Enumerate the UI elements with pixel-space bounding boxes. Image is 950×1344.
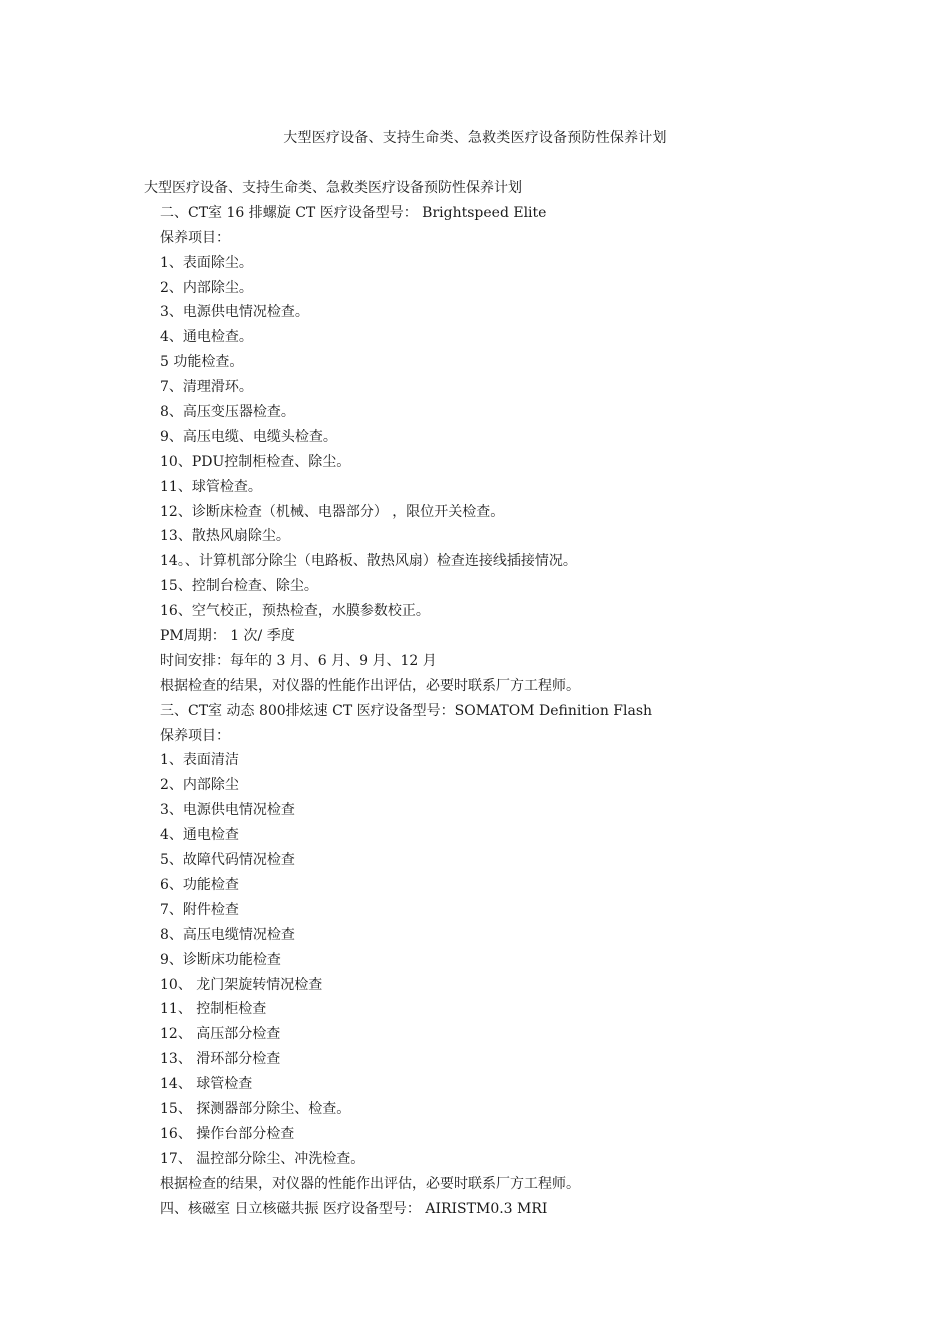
list-item: 1、表面除尘。 — [160, 254, 253, 271]
list-item: 5 功能检查。 — [160, 354, 244, 371]
list-item: 16、 操作台部分检查 — [160, 1125, 295, 1142]
section-heading-mri: 四、核磁室 日立核磁共振 医疗设备型号： AIRISTM0.3 MRI — [160, 1200, 548, 1217]
list-item: 2、内部除尘。 — [160, 279, 253, 296]
text-line: PM周期： 1 次/ 季度 — [160, 628, 295, 645]
text-line: 根据检查的结果，对仪器的性能作出评估，必要时联系厂方工程师。 — [160, 677, 580, 694]
list-item: 14、 球管检查 — [160, 1076, 253, 1093]
section-heading-ct800: 三、CT室 动态 800排炫速 CT 医疗设备型号：SOMATOM Definition Flash — [160, 702, 653, 719]
list-item: 10、 龙门架旋转情况检查 — [160, 976, 323, 993]
text-line: 大型医疗设备、支持生命类、急救类医疗设备预防性保养计划 — [144, 180, 522, 196]
list-item: 8、高压电缆情况检查 — [160, 926, 295, 943]
list-item: 4、通电检查 — [160, 827, 239, 844]
text-line: 保养项目： — [160, 727, 230, 744]
list-item: 12、 高压部分检查 — [160, 1026, 281, 1043]
text-line: 根据检查的结果，对仪器的性能作出评估，必要时联系厂方工程师。 — [160, 1175, 580, 1192]
text-line: 保养项目： — [160, 229, 230, 246]
list-item: 8、高压变压器检查。 — [160, 404, 295, 421]
section-heading-ct16: 二、CT室 16 排螺旋 CT 医疗设备型号： Brightspeed Elite — [160, 204, 547, 221]
list-item: 15、 探测器部分除尘、检查。 — [160, 1100, 351, 1117]
list-item: 15、控制台检查、除尘。 — [160, 578, 318, 595]
list-item: 5、故障代码情况检查 — [160, 852, 295, 869]
list-item: 13、散热风扇除尘。 — [160, 528, 290, 545]
text-line: 时间安排：每年的 3 月、6 月、9 月、12 月 — [160, 652, 437, 669]
list-item: 12、诊断床检查（机械、电器部分） ，限位开关检查。 — [160, 503, 505, 520]
list-item: 2、内部除尘 — [160, 777, 239, 794]
list-item: 1、表面清洁 — [160, 752, 239, 769]
list-item: 4、通电检查。 — [160, 329, 253, 346]
list-item: 7、清理滑环。 — [160, 379, 253, 396]
document-body — [144, 176, 824, 1221]
list-item: 3、电源供电情况检查 — [160, 802, 295, 819]
list-item: 9、高压电缆、电缆头检查。 — [160, 428, 337, 445]
list-item: 17、 温控部分除尘、冲洗检查。 — [160, 1150, 365, 1167]
list-item: 16、空气校正，预热检查，水膜参数校正。 — [160, 603, 430, 620]
list-item: 7、附件检查 — [160, 901, 239, 918]
list-item: 14。、计算机部分除尘（电路板、散热风扇）检查连接线插接情况。 — [160, 553, 577, 570]
list-item: 9、诊断床功能检查 — [160, 951, 281, 968]
list-item: 10、PDU控制柜检查、除尘。 — [160, 453, 351, 470]
list-item: 13、 滑环部分检查 — [160, 1051, 281, 1068]
list-item: 6、功能检查 — [160, 876, 239, 893]
list-item: 3、电源供电情况检查。 — [160, 304, 309, 321]
list-item: 11、球管检查。 — [160, 478, 262, 495]
list-item: 11、 控制柜检查 — [160, 1001, 267, 1018]
page-title: 大型医疗设备、支持生命类、急救类医疗设备预防性保养计划 — [283, 130, 667, 146]
